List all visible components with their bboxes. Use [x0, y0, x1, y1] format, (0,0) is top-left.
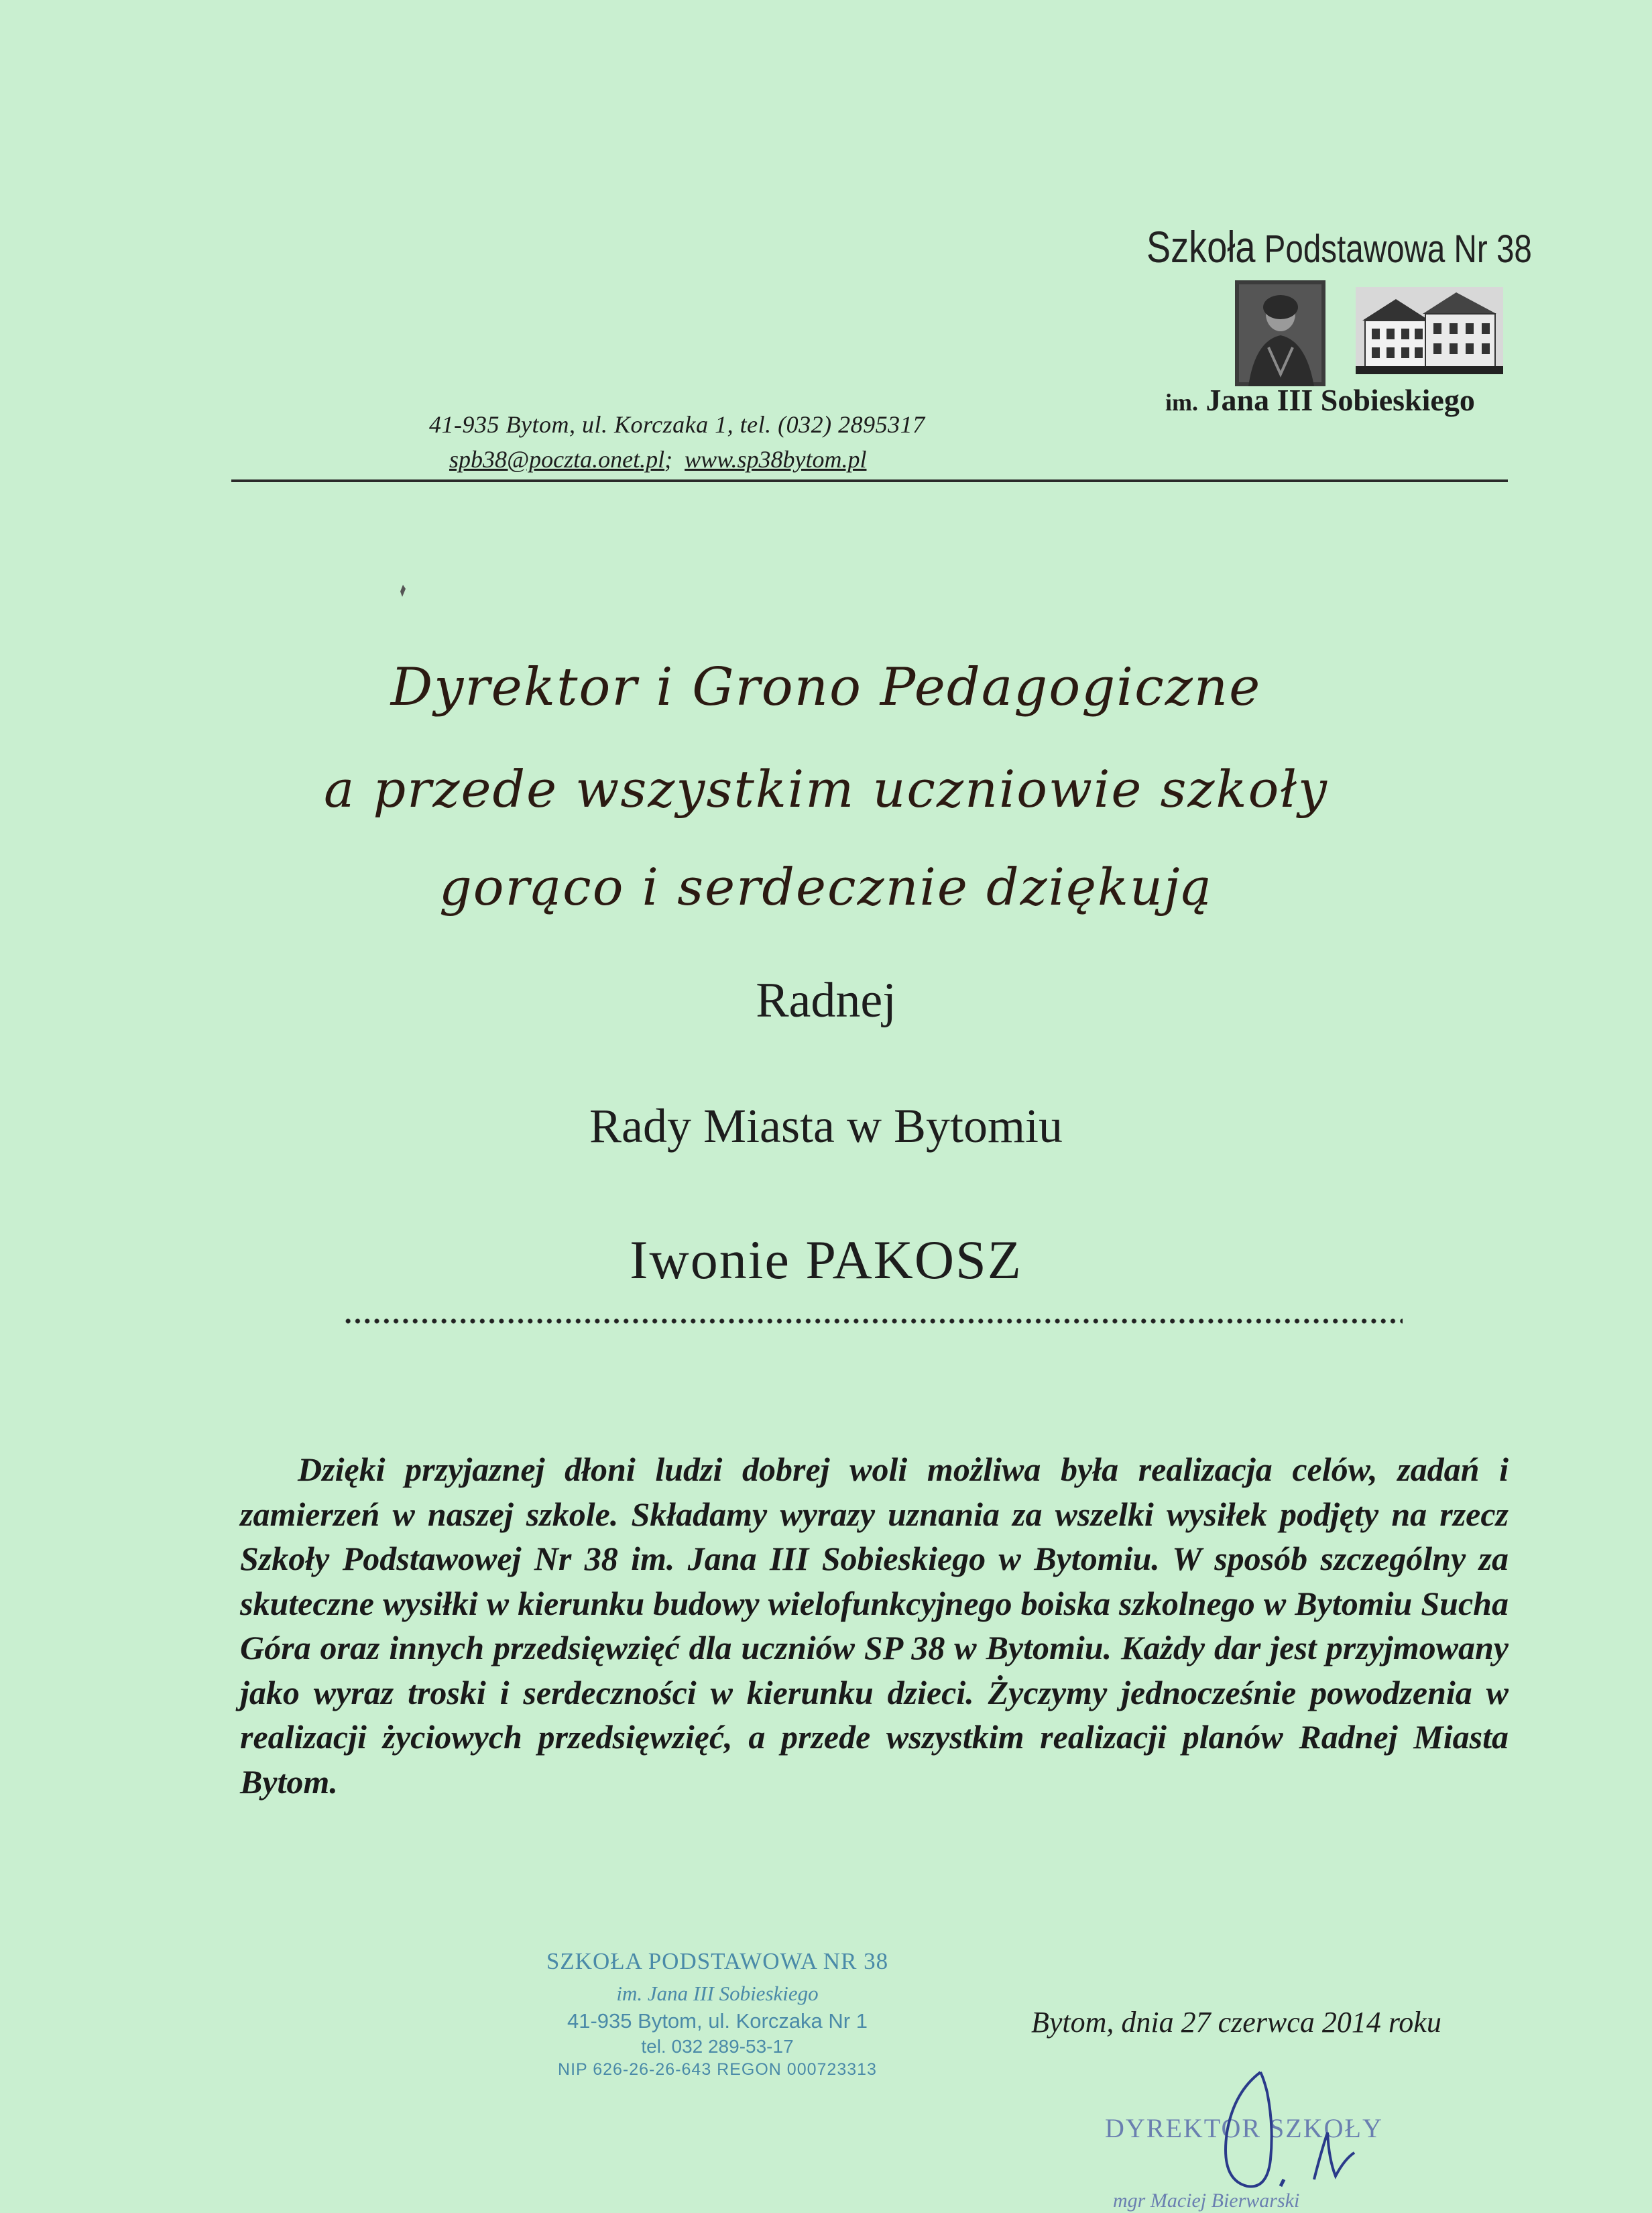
director-stamp-name: mgr Maciej Bierwarski: [1113, 2190, 1300, 2212]
recipient-council: Rady Miasta w Bytomiu: [589, 1099, 1063, 1153]
school-stamp-line-2: im. Jana III Sobieskiego: [616, 1982, 819, 2005]
school-stamp-line-5: NIP 626-26-26-643 REGON 000723313: [558, 2060, 877, 2079]
logo-subtitle-im: im.: [1165, 389, 1198, 416]
school-stamp-line-4: tel. 032 289-53-17: [641, 2036, 794, 2057]
school-contact: [449, 445, 866, 473]
heading-line-1: Dyrektor i Grono Pedagogiczne: [390, 657, 1262, 718]
school-stamp-line-1: SZKOŁA PODSTAWOWA NR 38: [546, 1948, 889, 1974]
school-building-image: [1356, 287, 1503, 374]
director-stamp-title: DYREKTOR SZKOŁY: [1105, 2113, 1383, 2143]
recipient-title: Radnej: [756, 973, 896, 1028]
logo-subtitle-patron: Jana III Sobieskiego: [1205, 383, 1475, 417]
contact-separator: ;: [664, 446, 673, 473]
sobieski-portrait-image: [1235, 280, 1325, 386]
school-logo-subtitle: [1165, 382, 1514, 418]
paper-speck: [400, 585, 406, 597]
body-paragraph: Dzięki przyjaznej dłoni ludzi dobrej woli możliwa była realizacja celów, zadań i zamierzeń w naszej szkole. Składamy wyrazy uznania za wszelki wysiłek podjęty na rzecz Szkoły Podstawowej Nr 38 im. Jana III Sobieskiego w Bytomiu. W sposób szczególny za skuteczne wysiłki w kierunku budowy wielofunkcyjnego boiska szkolnego w Bytomiu Sucha Góra oraz innych przedsięwzięć dla uczniów SP 38 w Bytomiu. Każdy dar jest przyjmowany jako wyraz troski i serdeczności w kierunku dzieci. Życzymy jednocześnie powodzenia w realizacji życiowych przedsięwzięć, a przede wszystkim realizacji planów Radnej Miasta Bytom.: [240, 1451, 1509, 1801]
heading-line-2: a przede wszystkim uczniowie szkoły: [324, 759, 1328, 819]
school-stamp-line-3: 41-935 Bytom, ul. Korczaka Nr 1: [567, 2009, 868, 2033]
date-line: Bytom, dnia 27 czerwca 2014 roku: [1031, 2006, 1441, 2039]
school-email-link[interactable]: spb38@poczta.onet.pl: [449, 446, 665, 473]
dotted-separator: [343, 1314, 1403, 1328]
logo-title-prefix: Szkoła: [1146, 222, 1256, 272]
logo-title-rest: Podstawowa Nr 38: [1264, 227, 1532, 271]
recipient-name: Iwonie PAKOSZ: [630, 1229, 1022, 1290]
school-logo-title: [1146, 221, 1532, 272]
heading-line-3: gorąco i serdecznie dziękują: [439, 857, 1213, 917]
header-divider: [231, 479, 1508, 482]
school-address: 41-935 Bytom, ul. Korczaka 1, tel. (032) 2895317: [429, 411, 925, 438]
director-signature: [1153, 2052, 1421, 2213]
school-website-link[interactable]: www.sp38bytom.pl: [685, 446, 867, 473]
